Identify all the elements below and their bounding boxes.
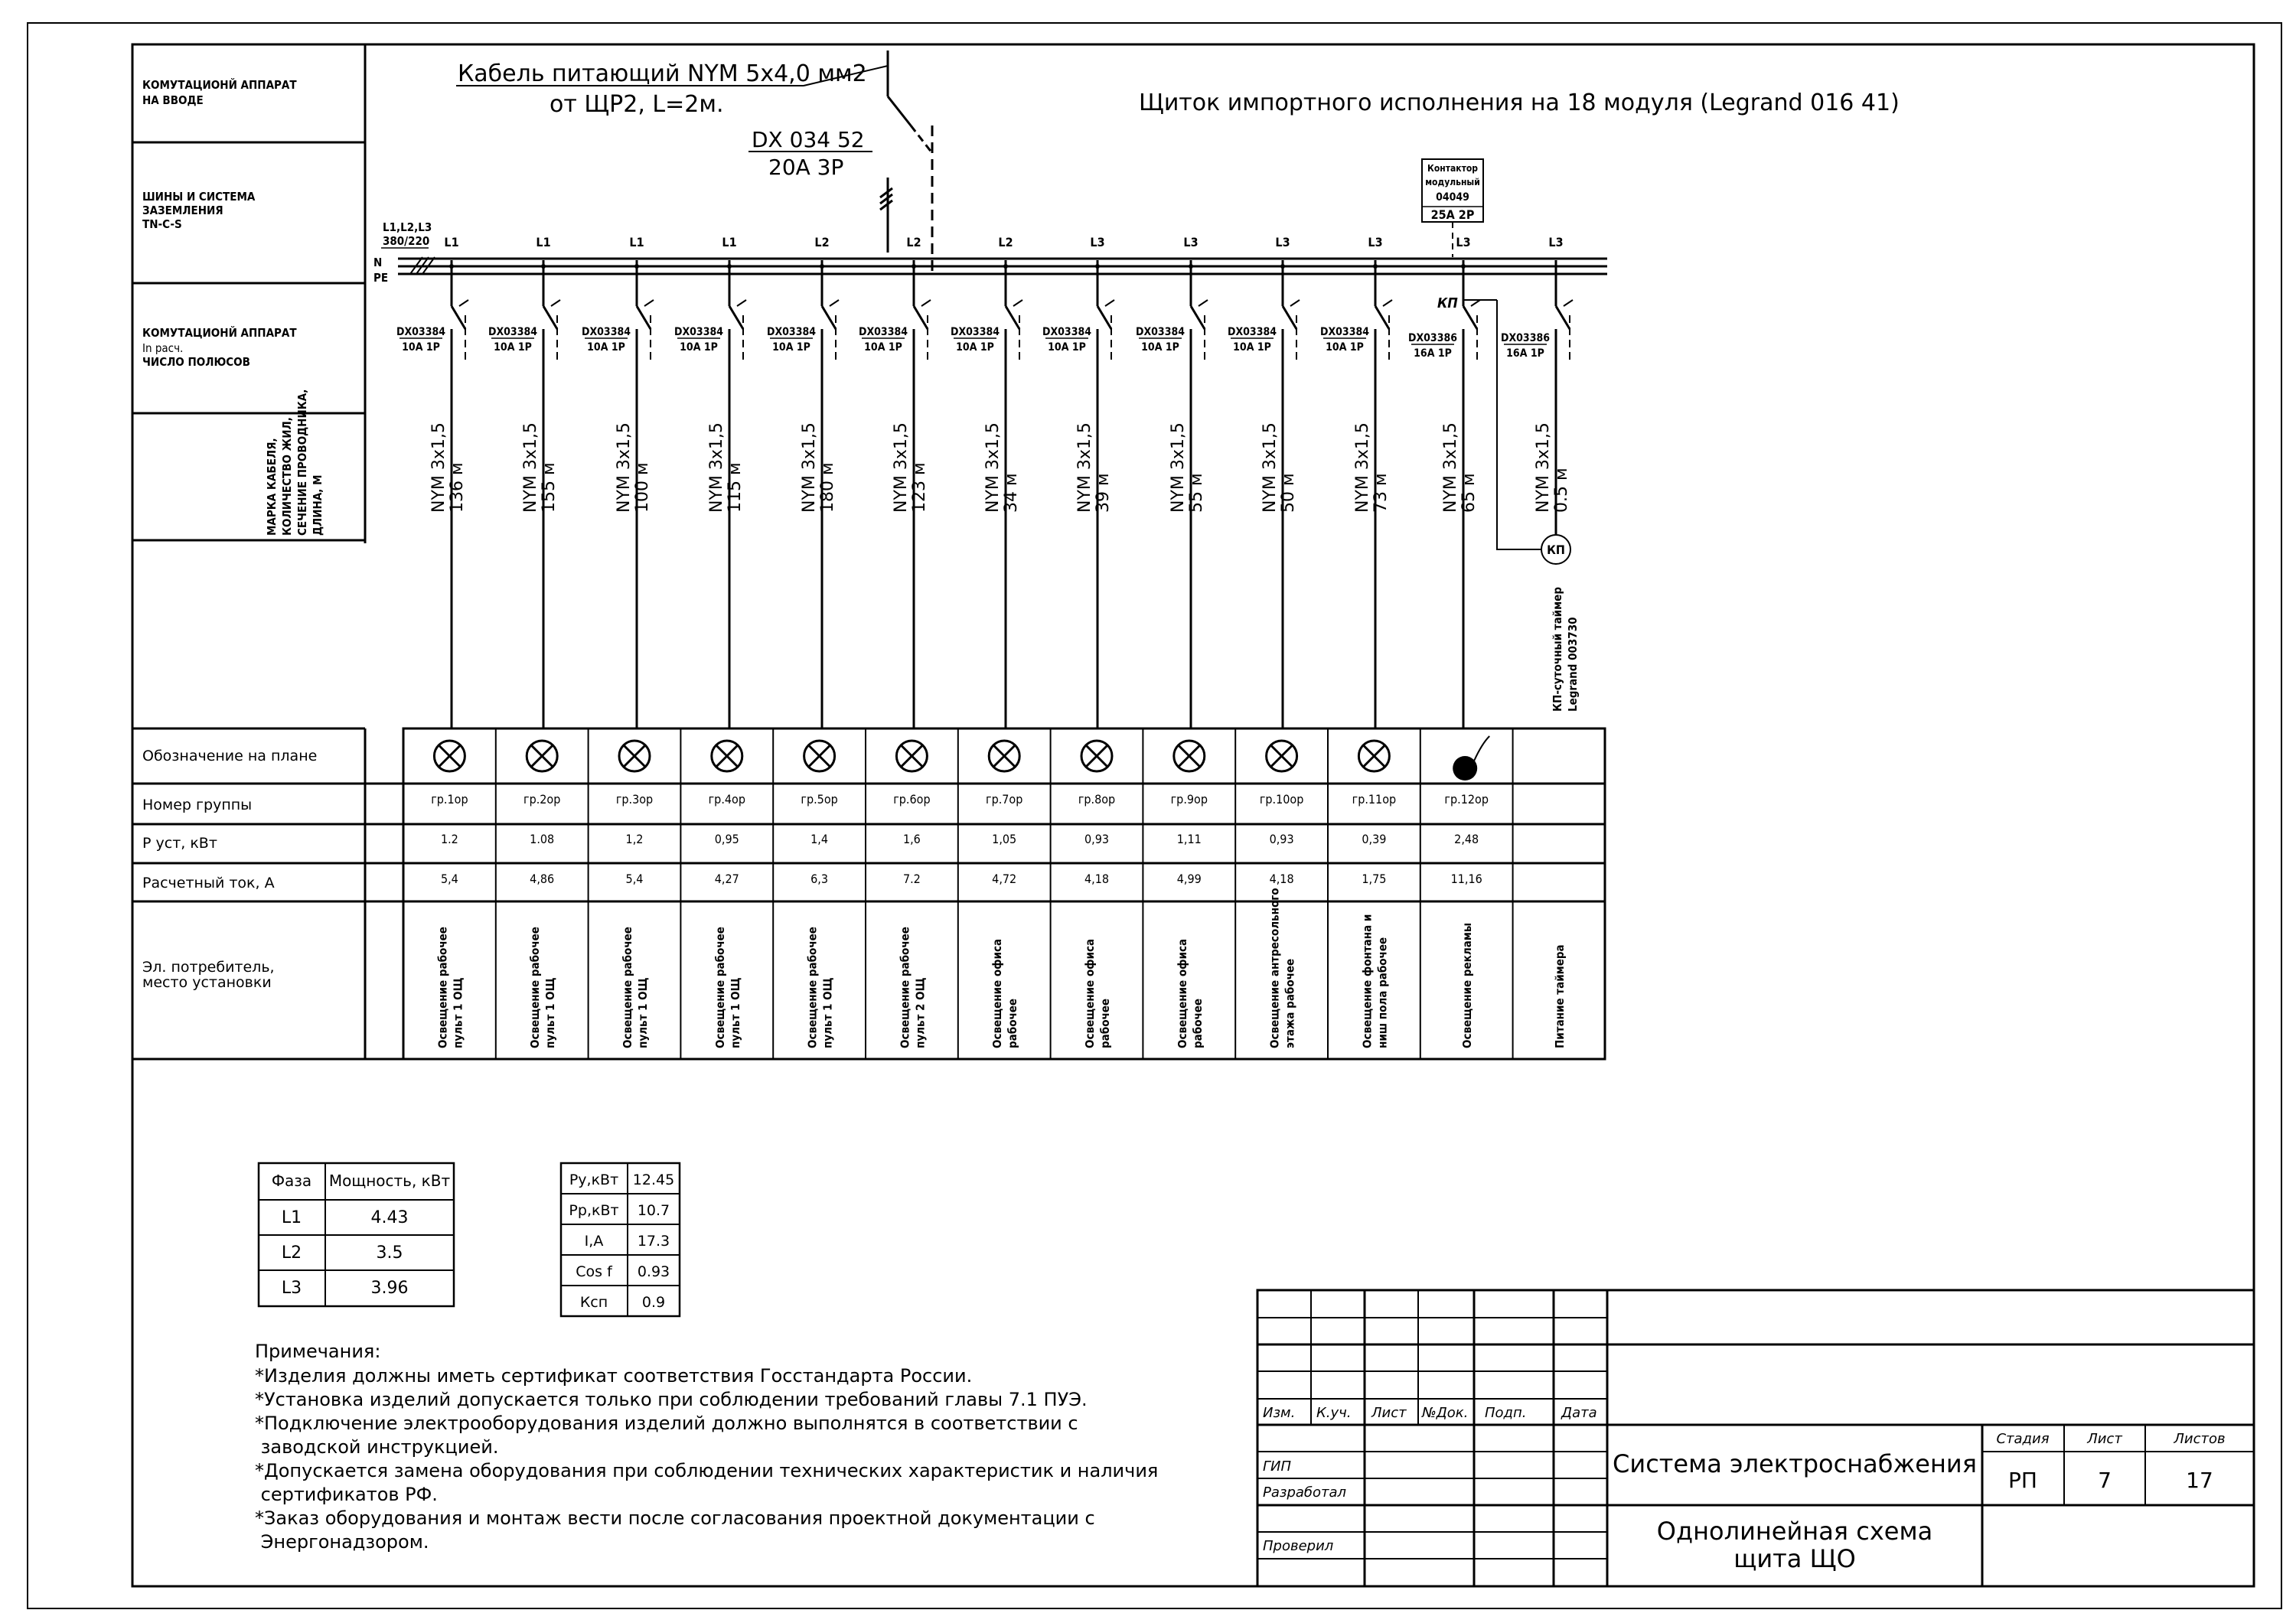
row-label-plan: Обозначение на плане [142,748,318,764]
consumer-line: пульт 1 ОЩ [728,977,742,1048]
cable-type: NYM 3x1,5 [1261,422,1280,513]
svg-text:12.45: 12.45 [632,1172,675,1188]
svg-text:*Изделия должны иметь сертифик: *Изделия должны иметь сертификат соответствия Госстандарта России. [255,1365,973,1387]
breaker-rating: 10А 1Р [772,341,810,354]
panel-title: Щиток импортного исполнения на 18 модуля (Legrand 016 41) [1139,90,1900,116]
tb-stage: РП [2008,1468,2037,1493]
breaker-model: DX03384 [396,326,445,338]
row-label-consumer-2: место установки [142,974,272,991]
consumer-line: Освещение фонтана и [1360,914,1375,1048]
consumer-line: Освещение рабочее [435,927,450,1048]
consumer-line: Освещение офиса [1175,938,1189,1048]
tb-sheet-header: Лист [2087,1431,2122,1447]
consumer-label [621,927,650,1048]
consumer-label [713,927,742,1048]
breaker-lever [1383,300,1392,306]
group-power: 1.2 [440,832,458,846]
consumer-line: пульт 2 ОЩ [913,977,928,1048]
cable-type: NYM 3x1,5 [1169,422,1188,513]
cable-length: 34 м [1002,473,1021,513]
group-device-label-2: In расч. [142,341,184,355]
consumer-label [898,927,927,1048]
svg-text:модульный: модульный [1425,177,1480,187]
cable-length: 115 м [726,462,745,513]
cable-spec [1353,422,1391,513]
cable-length: 180 м [818,462,837,513]
group-current: 4,99 [1176,872,1202,886]
bus-voltage-label: 380/220 [383,234,430,248]
breaker-model: DX03384 [582,326,631,338]
row-label-consumer-1: Эл. потребитель, [142,959,275,976]
consumer-line: этажа рабочее [1283,958,1297,1048]
breaker-blade [1556,306,1570,329]
group-current: 5,4 [625,872,644,886]
tb-header-podp: Подп. [1485,1405,1527,1421]
feeder-group [1136,235,1208,728]
cable-spec [429,422,467,513]
svg-text:Энергонадзором.: Энергонадзором. [255,1531,429,1553]
breaker-blade [1097,306,1111,329]
consumer-label [1268,888,1297,1048]
cable-type: NYM 3x1,5 [892,422,911,513]
group-current: 5,4 [440,872,458,886]
group-power: 1,2 [625,832,644,846]
row-label-current: Расчетный ток, А [142,875,275,891]
cable-type: NYM 3x1,5 [1353,422,1372,513]
group-power: 2,48 [1454,832,1479,846]
tb-header-list: Лист [1371,1405,1407,1421]
tb-stage-header: Стадия [1996,1431,2050,1447]
group-number: гр.10ор [1259,792,1304,807]
phase-label: L1 [444,235,459,249]
breaker-model: DX03386 [1501,332,1550,344]
tb-header-kuch: К.уч. [1316,1405,1352,1421]
consumer-label [1553,944,1567,1048]
svg-text:сертификатов РФ.: сертификатов РФ. [255,1484,438,1505]
cable-type: NYM 3x1,5 [1075,422,1094,513]
tb-role-developer: Разработал [1263,1484,1347,1501]
breaker-lever [644,300,654,306]
busbar-lines [398,259,1607,274]
consumer-label [1460,923,1474,1048]
tb-header-ndok: №Док. [1422,1405,1469,1421]
group-number: гр.9ор [1170,792,1208,807]
svg-text:заводской инструкцией.: заводской инструкцией. [255,1436,499,1458]
cable-spec [1441,422,1479,513]
feeder-cable-text: Кабель питающий NYM 5х4,0 мм2 [458,60,867,87]
phase-label: L1 [629,235,644,249]
svg-text:Фаза: Фаза [271,1172,312,1190]
svg-text:Мощность, кВт: Мощность, кВт [328,1172,451,1190]
cable-length: 55 м [1187,473,1206,513]
consumer-line: Освещение рабочее [805,927,820,1048]
breaker-rating: 10А 1Р [1233,341,1271,354]
breaker-blade [1375,306,1389,329]
group-current: 11,16 [1450,872,1482,886]
consumer-label [990,939,1019,1048]
svg-text:17.3: 17.3 [637,1233,670,1250]
cable-spec [1261,422,1298,513]
breaker-model: DX03384 [767,326,816,338]
cable-type: NYM 3x1,5 [1534,422,1553,513]
consumer-line: пульт 1 ОЩ [636,977,650,1048]
breaker-blade [543,306,557,329]
cable-type: NYM 3x1,5 [521,422,540,513]
consumer-label [1176,939,1205,1048]
group-power: 1,11 [1176,832,1202,846]
svg-text:КП-суточный таймер: КП-суточный таймер [1551,587,1564,712]
cable-spec [615,422,652,513]
svg-text:Ру,кВт: Ру,кВт [569,1172,619,1188]
breaker-lever [1199,300,1208,306]
svg-text:10.7: 10.7 [637,1202,670,1219]
breaker-blade [822,306,836,329]
breaker-model: DX03386 [1408,332,1457,344]
feeder-group [1042,235,1114,728]
breaker-rating: 10А 1Р [1048,341,1086,354]
breaker-blade [1463,306,1477,329]
breaker-lever [1013,300,1022,306]
group-current: 4,18 [1084,872,1110,886]
group-current: 4,27 [714,872,739,886]
breaker-lever [830,300,839,306]
group-number: гр.11ор [1352,792,1397,807]
cable-spec [707,422,745,513]
bus-phases-label: L1,L2,L3 [383,220,432,234]
data-table-columns [431,728,1567,1059]
consumer-label [806,927,835,1048]
ad-light-lead [1474,736,1489,761]
cable-spec [1534,422,1571,513]
phase-label: L1 [536,235,551,249]
group-current: 1,75 [1362,872,1387,886]
svg-text:Legrand 003730: Legrand 003730 [1566,617,1580,712]
bus-pe-label: PE [373,271,389,285]
cable-spec [521,422,559,513]
row-label-group: Номер группы [142,797,253,813]
group-power: 0,95 [714,832,739,846]
feeder-group [767,235,839,728]
phase-label: L3 [1090,235,1105,249]
group-number: гр.6ор [893,792,931,807]
feeder-group [674,235,746,728]
feeder-group [951,235,1022,728]
svg-text:04049: 04049 [1436,191,1469,204]
cable-spec [892,422,929,513]
cable-length: 100 м [633,462,652,513]
svg-text:0.9: 0.9 [641,1294,666,1311]
group-power: 0,93 [1269,832,1294,846]
phase-table [259,1163,454,1306]
input-device-label-2: НА ВВОДЕ [142,93,204,107]
svg-text:L3: L3 [281,1279,302,1298]
busbar-label-2: ЗАЗЕМЛЕНИЯ [142,204,223,217]
group-number: гр.3ор [615,792,654,807]
consumer-line: пульт 1 ОЩ [451,977,465,1048]
svg-text:0.93: 0.93 [637,1263,670,1280]
group-number: гр.1ор [431,792,468,807]
breaker-rating: 10А 1Р [1141,341,1179,354]
cable-type: NYM 3x1,5 [707,422,726,513]
group-current: 4,72 [992,872,1017,886]
group-power: 1,6 [902,832,921,846]
feeder-group [859,235,931,728]
consumer-label [435,927,465,1048]
cable-spec [1075,422,1113,513]
svg-text:*Допускается замена оборудован: *Допускается замена оборудования при соблюдении технических характеристик и наличия [255,1460,1159,1481]
feeder-from-text: от ЩР2, L=2м. [550,91,724,118]
feeder-group [582,235,654,728]
busbar-label-3: TN-C-S [142,217,182,231]
cable-type: NYM 3x1,5 [1441,422,1460,513]
svg-text:СЕЧЕНИЕ ПРОВОДНИКА,: СЕЧЕНИЕ ПРОВОДНИКА, [295,389,309,536]
svg-text:Контактор: Контактор [1427,163,1478,174]
consumer-line: Освещение офиса [990,938,1005,1048]
breaker-lever [1564,300,1573,306]
breaker-blade [729,306,743,329]
consumer-line: Освещение рабочее [898,927,912,1048]
group-feeders [396,235,1573,728]
breaker-rating: 10А 1Р [402,341,440,354]
breaker-rating: 10А 1Р [494,341,532,354]
breaker-blade [914,306,928,329]
main-breaker-rating: 20А 3Р [768,155,844,180]
breaker-rating: 10А 1Р [956,341,994,354]
tb-header-data: Дата [1561,1405,1597,1421]
breaker-model: DX03384 [1042,326,1091,338]
consumer-line: рабочее [1190,998,1205,1048]
kp-contact-label: КП [1437,295,1458,311]
group-current: 7.2 [902,872,921,886]
cable-type: NYM 3x1,5 [983,422,1003,513]
group-number: гр.8ор [1078,792,1116,807]
consumer-line: пульт 1 ОЩ [820,977,835,1048]
kp-circle-label: КП [1547,543,1565,557]
consumer-line: Освещение рабочее [713,927,727,1048]
phase-label: L3 [1275,235,1290,249]
cable-length: 0.5 м [1552,468,1571,513]
phase-label: L3 [1456,235,1471,249]
consumer-label [1360,914,1389,1048]
group-number: гр.5ор [801,792,838,807]
group-power: 1,4 [810,832,829,846]
tb-sheets: 17 [2186,1468,2213,1493]
breaker-model: DX03384 [1320,326,1369,338]
breaker-lever [1471,300,1480,306]
notes-title: Примечания: [255,1341,381,1362]
svg-text:*Установка изделий допускается: *Установка изделий допускается только при соблюдении требований главы 7.1 ПУЭ. [255,1389,1088,1410]
cable-length: 136 м [448,462,467,513]
row-label-power: Р уст, кВт [142,835,217,852]
contactor-box [1422,159,1483,257]
phase-label: L2 [998,235,1013,249]
cable-type: NYM 3x1,5 [615,422,634,513]
feeder-group [1228,235,1300,728]
group-device-label-3: ЧИСЛО ПОЛЮСОВ [142,355,250,369]
cable-length: 65 м [1459,473,1479,513]
breaker-rating: 10А 1Р [680,341,718,354]
phase-label: L2 [906,235,921,249]
feeder-group [488,235,560,728]
svg-text:Рр,кВт: Рр,кВт [569,1202,619,1219]
breaker-rating: 10А 1Р [864,341,902,354]
consumer-line: Освещение рабочее [621,927,634,1048]
cable-type: NYM 3x1,5 [800,422,819,513]
breaker-rating: 16А 1Р [1414,347,1452,360]
cable-spec [983,422,1021,513]
input-device-label-1: КОМУТАЦИОНЙ АППАРАТ [142,78,297,92]
svg-text:4.43: 4.43 [370,1208,409,1227]
consumer-line: Освещение рекламы [1460,922,1475,1048]
breaker-blade [1191,306,1205,329]
tb-sheet: 7 [2098,1468,2112,1493]
phase-label: L3 [1183,235,1199,249]
breaker-lever [737,300,746,306]
breaker-lever [459,300,468,306]
consumer-line: рабочее [1006,998,1020,1048]
breaker-blade [1283,306,1296,329]
main-breaker-model: DX 034 52 [752,127,865,152]
group-device-label-1: КОМУТАЦИОНЙ АППАРАТ [142,326,297,340]
breaker-lever [551,300,560,306]
svg-text:КОЛИЧЕСТВО ЖИЛ,: КОЛИЧЕСТВО ЖИЛ, [280,417,294,536]
breaker-blade [637,306,651,329]
tb-role-gip: ГИП [1263,1458,1292,1475]
breaker-lever [921,300,931,306]
svg-text:ДЛИНА, М: ДЛИНА, М [311,474,325,536]
breaker-model: DX03384 [951,326,1000,338]
bus-n-label: N [373,256,383,269]
tb-project: Система электроснабжения [1613,1449,1977,1478]
cable-spec [800,422,837,513]
consumer-label [1083,939,1112,1048]
consumer-line: Питание таймера [1553,944,1567,1048]
svg-text:*Заказ оборудования и монтаж в: *Заказ оборудования и монтаж вести после согласования проектной документации с [255,1507,1095,1529]
svg-text:Cos f: Cos f [576,1263,612,1280]
tb-header-izm: Изм. [1263,1405,1296,1421]
left-column [132,44,365,543]
group-number: гр.7ор [986,792,1023,807]
breaker-lever [1105,300,1114,306]
cable-spec [1169,422,1206,513]
group-current: 4,86 [530,872,555,886]
cable-length: 39 м [1094,473,1113,513]
tb-sheets-header: Листов [2174,1431,2226,1447]
tb-role-checker: Проверил [1263,1538,1334,1554]
svg-text:25А 2Р: 25А 2Р [1430,207,1475,222]
breaker-model: DX03384 [1228,326,1277,338]
group-current: 6,3 [810,872,829,886]
breaker-rating: 16А 1Р [1506,347,1544,360]
svg-text:*Подключение электрооборудован: *Подключение электрооборудования изделий должно выполнятся в соответствии с [255,1413,1078,1434]
cable-length: 50 м [1279,473,1298,513]
consumer-line: Освещение офиса [1083,938,1097,1048]
svg-text:3.96: 3.96 [370,1279,409,1298]
ad-light-symbol [1453,756,1477,781]
group-power: 1.08 [530,832,555,846]
phase-label: L3 [1368,235,1383,249]
summary-table [561,1163,680,1316]
consumer-line: Освещение антресольного [1267,888,1282,1048]
consumer-line: пульт 1 ОЩ [543,977,558,1048]
timer-label [1551,587,1580,712]
group-power: 0,39 [1362,832,1387,846]
cable-length: 155 м [540,462,559,513]
tb-drawing-title-2: щита ЩО [1733,1544,1856,1573]
consumer-line: ниш пола рабочее [1375,937,1390,1048]
tb-drawing-title-1: Однолинейная схема [1656,1517,1933,1546]
cable-length: 73 м [1371,473,1391,513]
group-number: гр.12ор [1444,792,1489,807]
feeder-group [1320,235,1392,728]
group-power: 0,93 [1084,832,1110,846]
feeder-group [1501,235,1573,536]
breaker-model: DX03384 [859,326,908,338]
phase-label: L3 [1548,235,1564,249]
svg-text:I,A: I,A [584,1233,604,1250]
cable-length: 123 м [910,462,929,513]
svg-text:МАРКА КАБЕЛЯ,: МАРКА КАБЕЛЯ, [265,438,279,536]
breaker-rating: 10А 1Р [587,341,625,354]
group-number: гр.2ор [523,792,561,807]
breaker-model: DX03384 [488,326,537,338]
feeder-group [396,235,468,728]
breaker-model: DX03384 [1136,326,1185,338]
group-current: 4,18 [1269,872,1294,886]
consumer-line: рабочее [1098,998,1112,1048]
svg-text:L1: L1 [281,1208,302,1227]
group-power: 1,05 [992,832,1017,846]
svg-text:Кcп: Кcп [579,1294,608,1311]
phase-label: L1 [722,235,737,249]
busbar-label-1: ШИНЫ И СИСТЕМА [142,190,256,204]
consumer-line: Освещение рабочее [528,927,543,1048]
breaker-blade [1006,306,1019,329]
group-number: гр.4ор [708,792,745,807]
cable-info-label [265,389,325,536]
phase-label: L2 [814,235,830,249]
breaker-lever [1290,300,1300,306]
consumer-label [528,927,557,1048]
breaker-blade [452,306,465,329]
breaker-rating: 10А 1Р [1326,341,1364,354]
breaker-model: DX03384 [674,326,723,338]
svg-text:L2: L2 [281,1243,302,1263]
notes [255,1341,1158,1553]
svg-text:3.5: 3.5 [376,1243,403,1263]
cable-type: NYM 3x1,5 [429,422,448,513]
